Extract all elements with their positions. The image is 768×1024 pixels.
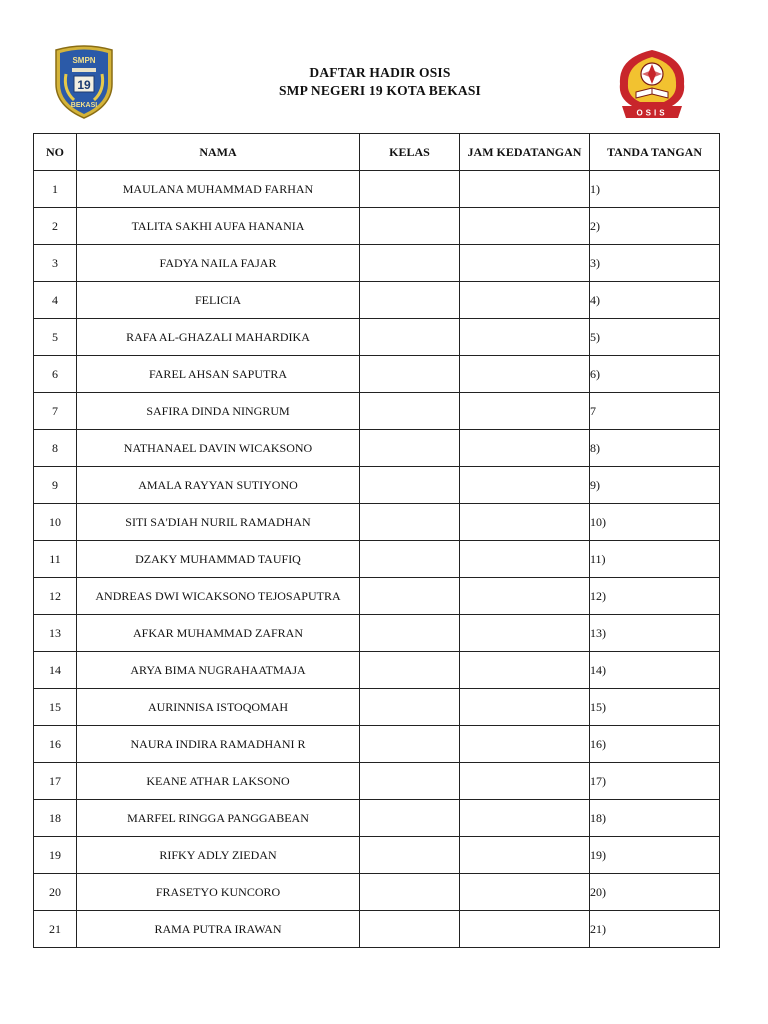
class-cell[interactable] [360,837,460,874]
table-row [34,356,720,393]
column-header-kelas: KELAS [360,134,460,171]
row-number: 13 [34,615,77,652]
student-name: AFKAR MUHAMMAD ZAFRAN [77,615,360,652]
signature-cell[interactable]: 15) [590,689,720,726]
arrival-time-cell[interactable] [460,245,590,282]
row-number: 1 [34,171,77,208]
crest-top-text: SMPN [72,56,96,65]
arrival-time-cell[interactable] [460,171,590,208]
arrival-time-cell[interactable] [460,578,590,615]
table-row [34,245,720,282]
arrival-time-cell[interactable] [460,763,590,800]
row-number: 10 [34,504,77,541]
class-cell[interactable] [360,245,460,282]
class-cell[interactable] [360,578,460,615]
school-crest-logo [50,44,118,120]
class-cell[interactable] [360,319,460,356]
row-number: 19 [34,837,77,874]
row-number: 17 [34,763,77,800]
table-row [34,726,720,763]
table-row [34,467,720,504]
row-number: 3 [34,245,77,282]
table-row [34,171,720,208]
student-name: MAULANA MUHAMMAD FARHAN [77,171,360,208]
signature-cell[interactable]: 2) [590,208,720,245]
title-line-2: SMP NEGERI 19 KOTA BEKASI [278,83,482,98]
row-number: 4 [34,282,77,319]
arrival-time-cell[interactable] [460,652,590,689]
arrival-time-cell[interactable] [460,726,590,763]
table-row [34,319,720,356]
column-header-no: NO [34,134,77,171]
table-row [34,208,720,245]
signature-cell[interactable]: 5) [590,319,720,356]
table-row [34,393,720,430]
student-name: TALITA SAKHI AUFA HANANIA [77,208,360,245]
signature-cell[interactable]: 6) [590,356,720,393]
arrival-time-cell[interactable] [460,430,590,467]
signature-cell[interactable]: 21) [590,911,720,948]
student-name: FAREL AHSAN SAPUTRA [77,356,360,393]
signature-cell[interactable]: 19) [590,837,720,874]
table-row [34,578,720,615]
class-cell[interactable] [360,763,460,800]
table-row [34,911,720,948]
class-cell[interactable] [360,356,460,393]
osis-emblem-logo [612,44,692,124]
class-cell[interactable] [360,171,460,208]
signature-cell[interactable]: 12) [590,578,720,615]
class-cell[interactable] [360,208,460,245]
student-name: KEANE ATHAR LAKSONO [77,763,360,800]
student-name: SAFIRA DINDA NINGRUM [77,393,360,430]
arrival-time-cell[interactable] [460,282,590,319]
signature-cell[interactable]: 16) [590,726,720,763]
emblem-banner-text: OSIS [636,108,668,118]
column-header-tanda-tangan: TANDA TANGAN [590,134,720,171]
signature-cell[interactable]: 3) [590,245,720,282]
row-number: 18 [34,800,77,837]
arrival-time-cell[interactable] [460,467,590,504]
table-row [34,541,720,578]
student-name: NATHANAEL DAVIN WICAKSONO [77,430,360,467]
student-name: AMALA RAYYAN SUTIYONO [77,467,360,504]
student-name: ARYA BIMA NUGRAHAATMAJA [77,652,360,689]
student-name: RAFA AL-GHAZALI MAHARDIKA [77,319,360,356]
arrival-time-cell[interactable] [460,393,590,430]
arrival-time-cell[interactable] [460,319,590,356]
row-number: 6 [34,356,77,393]
row-number: 5 [34,319,77,356]
student-name: MARFEL RINGGA PANGGABEAN [77,800,360,837]
table-row [34,652,720,689]
student-name: FADYA NAILA FAJAR [77,245,360,282]
class-cell[interactable] [360,541,460,578]
class-cell[interactable] [360,504,460,541]
row-number: 8 [34,430,77,467]
column-header-jam-kedatangan: JAM KEDATANGAN [460,134,590,171]
class-cell[interactable] [360,911,460,948]
table-row [34,763,720,800]
document-title [230,64,530,100]
class-cell[interactable] [360,874,460,911]
row-number: 9 [34,467,77,504]
table-body [34,171,720,948]
student-name: ANDREAS DWI WICAKSONO TEJOSAPUTRA [77,578,360,615]
student-name: FELICIA [77,282,360,319]
student-name: DZAKY MUHAMMAD TAUFIQ [77,541,360,578]
signature-cell[interactable]: 1) [590,171,720,208]
row-number: 20 [34,874,77,911]
signature-cell[interactable]: 13) [590,615,720,652]
signature-cell[interactable]: 14) [590,652,720,689]
attendance-table [33,133,720,948]
crest-bottom-text: BEKASI [70,102,98,109]
arrival-time-cell[interactable] [460,615,590,652]
table-row [34,874,720,911]
signature-cell[interactable]: 7 [590,393,720,430]
arrival-time-cell[interactable] [460,689,590,726]
row-number: 14 [34,652,77,689]
student-name: NAURA INDIRA RAMADHANI R [77,726,360,763]
title-line-1: DAFTAR HADIR OSIS [309,65,451,80]
student-name: FRASETYO KUNCORO [77,874,360,911]
class-cell[interactable] [360,615,460,652]
page-header [0,0,768,130]
class-cell[interactable] [360,467,460,504]
table-row [34,837,720,874]
class-cell[interactable] [360,430,460,467]
table-row [34,430,720,467]
student-name: RIFKY ADLY ZIEDAN [77,837,360,874]
table-row [34,504,720,541]
arrival-time-cell[interactable] [460,874,590,911]
signature-cell[interactable]: 8) [590,430,720,467]
arrival-time-cell[interactable] [460,837,590,874]
table-row [34,689,720,726]
class-cell[interactable] [360,726,460,763]
arrival-time-cell[interactable] [460,356,590,393]
row-number: 11 [34,541,77,578]
signature-cell[interactable]: 11) [590,541,720,578]
table-row [34,800,720,837]
row-number: 15 [34,689,77,726]
crest-badge-number: 19 [77,78,91,92]
class-cell[interactable] [360,652,460,689]
signature-cell[interactable]: 20) [590,874,720,911]
signature-cell[interactable]: 17) [590,763,720,800]
class-cell[interactable] [360,689,460,726]
table-row [34,615,720,652]
row-number: 16 [34,726,77,763]
signature-cell[interactable]: 10) [590,504,720,541]
signature-cell[interactable]: 18) [590,800,720,837]
column-header-nama: NAMA [77,134,360,171]
table-header-row [34,134,720,171]
arrival-time-cell[interactable] [460,911,590,948]
student-name: SITI SA'DIAH NURIL RAMADHAN [77,504,360,541]
student-name: AURINNISA ISTOQOMAH [77,689,360,726]
row-number: 12 [34,578,77,615]
row-number: 2 [34,208,77,245]
arrival-time-cell[interactable] [460,800,590,837]
student-name: RAMA PUTRA IRAWAN [77,911,360,948]
signature-cell[interactable]: 9) [590,467,720,504]
row-number: 7 [34,393,77,430]
signature-cell[interactable]: 4) [590,282,720,319]
arrival-time-cell[interactable] [460,208,590,245]
table-row [34,282,720,319]
class-cell[interactable] [360,282,460,319]
arrival-time-cell[interactable] [460,541,590,578]
class-cell[interactable] [360,800,460,837]
arrival-time-cell[interactable] [460,504,590,541]
row-number: 21 [34,911,77,948]
class-cell[interactable] [360,393,460,430]
